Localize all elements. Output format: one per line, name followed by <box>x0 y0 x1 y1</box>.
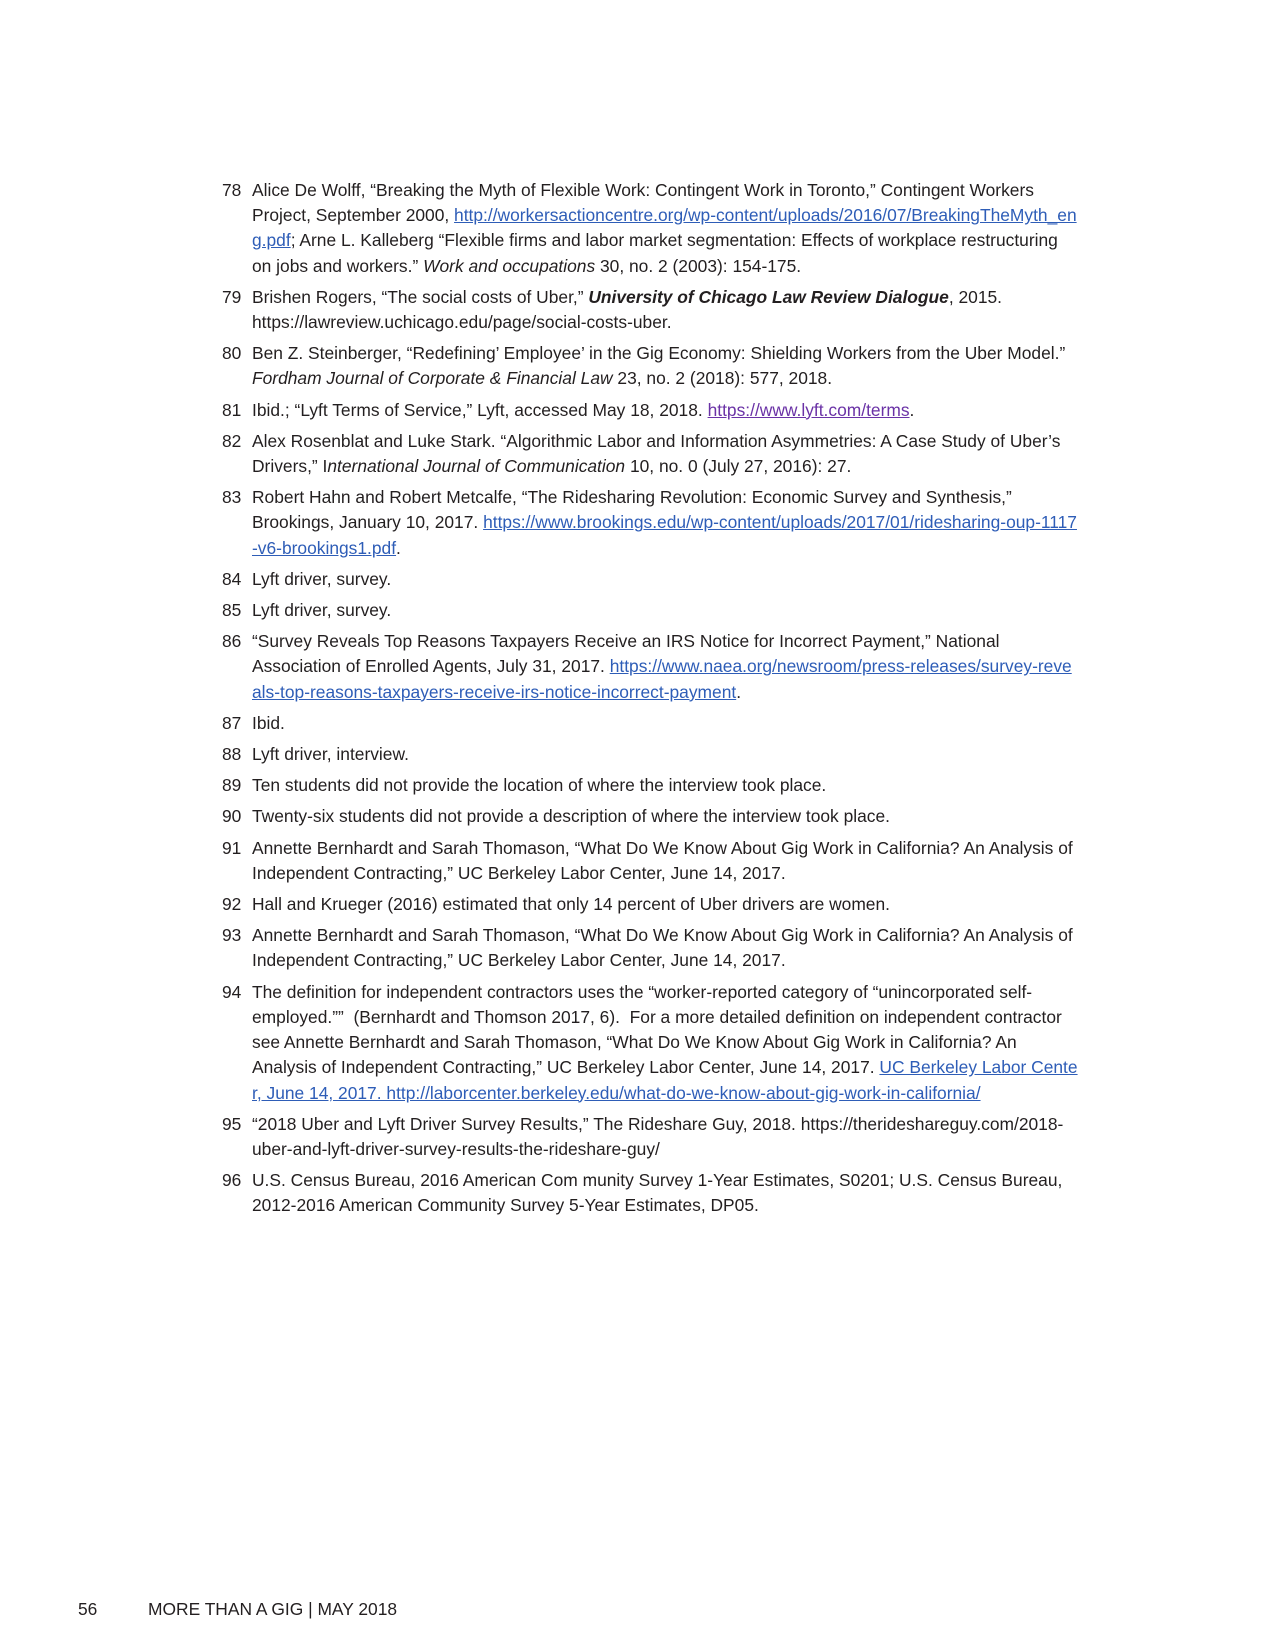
journal-title: Fordham Journal of Corporate & Financial Law <box>252 368 613 389</box>
endnote-link[interactable]: https://www.naea.org/newsroom/press-releases/survey-reveals-top-reasons-taxpayers-receive-irs-notice-incorrect-payment <box>252 656 1072 702</box>
endnote-93 <box>222 923 1080 973</box>
endnote-text: Brishen Rogers, “The social costs of Uber,” <box>252 286 589 307</box>
endnote-number: 84 <box>222 568 242 589</box>
endnote-number: 88 <box>222 744 242 765</box>
page-number: 56 <box>78 1599 98 1619</box>
endnote-text: Annette Bernhardt and Sarah Thomason, “What Do We Know About Gig Work in California? An Analysis of Independent Contracting,” UC Berkeley Labor Center, June 14, 2017. <box>252 837 1073 883</box>
endnote-number: 91 <box>222 837 242 858</box>
endnote-text: . <box>396 537 401 558</box>
endnote-number: 87 <box>222 712 242 733</box>
publication-title: MORE THAN A GIG | MAY 2018 <box>148 1599 398 1619</box>
endnote-87 <box>222 711 1080 736</box>
endnote-text: Hall and Krueger (2016) estimated that only 14 percent of Uber drivers are women. <box>252 894 890 915</box>
endnote-text: Lyft driver, survey. <box>252 568 392 589</box>
endnote-83 <box>222 485 1080 561</box>
endnote-number: 96 <box>222 1170 242 1191</box>
endnote-link[interactable]: https://www.brookings.edu/wp-content/uploads/2017/01/ridesharing-oup-1117-v6-brookings1.pdf <box>252 512 1077 558</box>
endnote-text: Alex Rosenblat and Luke Stark. “Algorithmic Labor and Information Asymmetries: A Case Study of Uber’s Drivers,” I <box>252 430 1061 477</box>
endnote-96 <box>222 1168 1080 1218</box>
endnote-number: 93 <box>222 925 242 946</box>
endnote-text: Alice De Wolff, “Breaking the Myth of Flexible Work: Contingent Work in Toronto,” Contingent Workers Project, September 2000, <box>252 180 1034 226</box>
endnote-text: Lyft driver, interview. <box>252 744 409 765</box>
endnote-text: Twenty-six students did not provide a description of where the interview took place. <box>252 806 890 827</box>
endnote-text: . <box>736 681 742 702</box>
endnote-number: 92 <box>222 894 242 915</box>
endnote-text: 30, no. 2 (2003): 154-175. <box>595 255 802 276</box>
endnote-number: 78 <box>222 180 242 200</box>
endnote-number: 89 <box>222 775 242 796</box>
endnote-text: , 2015. https://lawreview.uchicago.edu/page/social-costs-uber. <box>252 286 1003 333</box>
endnote-text: Ben Z. Steinberger, “Redefining’ Employee’ in the Gig Economy: Shielding Workers from the Uber Model.” <box>252 343 1066 364</box>
endnote-number: 94 <box>222 981 242 1002</box>
endnote-text: Robert Hahn and Robert Metcalfe, “The Ridesharing Revolution: Economic Survey and Synthesis,” Brookings, January 10, 2017. <box>252 487 1012 533</box>
endnote-94 <box>222 980 1080 1106</box>
endnote-text: 10, no. 0 (July 27, 2016): 27. <box>625 456 852 477</box>
endnote-text: Lyft driver, survey. <box>252 600 392 621</box>
endnote-80 <box>222 341 1080 391</box>
endnote-number: 95 <box>222 1113 242 1134</box>
journal-title: nternational Journal of Communication <box>327 456 626 477</box>
endnote-79 <box>222 285 1080 335</box>
endnote-text: “Survey Reveals Top Reasons Taxpayers Receive an IRS Notice for Incorrect Payment,” National Association of Enrolled Agents, July 31, 2017. <box>252 631 1000 677</box>
journal-title: University of Chicago Law Review Dialogue <box>588 286 949 307</box>
endnote-number: 90 <box>222 806 242 827</box>
endnote-text: Ibid. <box>252 712 285 733</box>
endnote-92 <box>222 892 1080 917</box>
endnote-number: 81 <box>222 399 242 420</box>
endnote-text: “2018 Uber and Lyft Driver Survey Results,” The Rideshare Guy, 2018. https://therideshareguy.com/2018-uber-and-lyft-driver-survey-results-the-rideshare-guy/ <box>252 1113 1064 1159</box>
endnote-85 <box>222 598 1080 623</box>
endnote-text: 23, no. 2 (2018): 577, 2018. <box>612 368 833 389</box>
endnotes-list <box>222 178 1080 1225</box>
endnote-86 <box>222 629 1080 705</box>
endnote-number: 82 <box>222 430 242 451</box>
endnote-89 <box>222 773 1080 798</box>
endnote-text: The definition for independent contractors uses the “worker-reported category of “unincorporated self-employed.”” (Bernhardt and Thomson 2017, 6). For a more detailed definition on independent contractor see Annette Bernhardt and Sarah Thomason, “What Do We Know About Gig Work in California? An Analysis of Independent Contracting,” UC Berkeley Labor Center, June 14, 2017. <box>252 981 1067 1078</box>
endnote-link[interactable]: https://www.lyft.com/terms <box>707 399 910 420</box>
endnote-text: Annette Bernhardt and Sarah Thomason, “What Do We Know About Gig Work in California? An Analysis of Independent Contracting,” UC Berkeley Labor Center, June 14, 2017. <box>252 925 1073 971</box>
endnote-81 <box>222 398 1080 423</box>
endnote-82 <box>222 429 1080 479</box>
endnote-number: 83 <box>222 487 242 508</box>
endnote-90 <box>222 804 1080 829</box>
endnote-84 <box>222 567 1080 592</box>
endnote-text: U.S. Census Bureau, 2016 American Com munity Survey 1-Year Estimates, S0201; U.S. Census Bureau, 2012-2016 American Community Survey 5-Year Estimates, DP05. <box>252 1170 1063 1216</box>
endnote-number: 79 <box>222 286 242 307</box>
endnote-91 <box>222 836 1080 886</box>
endnote-78 <box>222 178 1080 279</box>
endnote-text: Ibid.; “Lyft Terms of Service,” Lyft, accessed May 18, 2018. <box>252 399 708 420</box>
endnote-95 <box>222 1112 1080 1162</box>
endnote-text: Ten students did not provide the location of where the interview took place. <box>252 775 827 796</box>
endnote-text: . <box>909 399 915 420</box>
endnote-number: 86 <box>222 631 242 652</box>
endnote-number: 80 <box>222 343 242 364</box>
endnote-number: 85 <box>222 600 242 621</box>
endnote-text: ; Arne L. Kalleberg “Flexible firms and labor market segmentation: Effects of workplace restructuring on jobs and workers.” <box>252 230 1058 276</box>
journal-title: Work and occupations <box>423 255 596 276</box>
endnote-88 <box>222 742 1080 767</box>
endnote-link[interactable]: http://workersactioncentre.org/wp-content/uploads/2016/07/BreakingTheMyth_eng.pdf <box>252 205 1077 251</box>
endnote-link[interactable]: UC Berkeley Labor Center, June 14, 2017. http://laborcenter.berkeley.edu/what-do-we-know-about-gig-work-in-california/ <box>252 1057 1078 1103</box>
